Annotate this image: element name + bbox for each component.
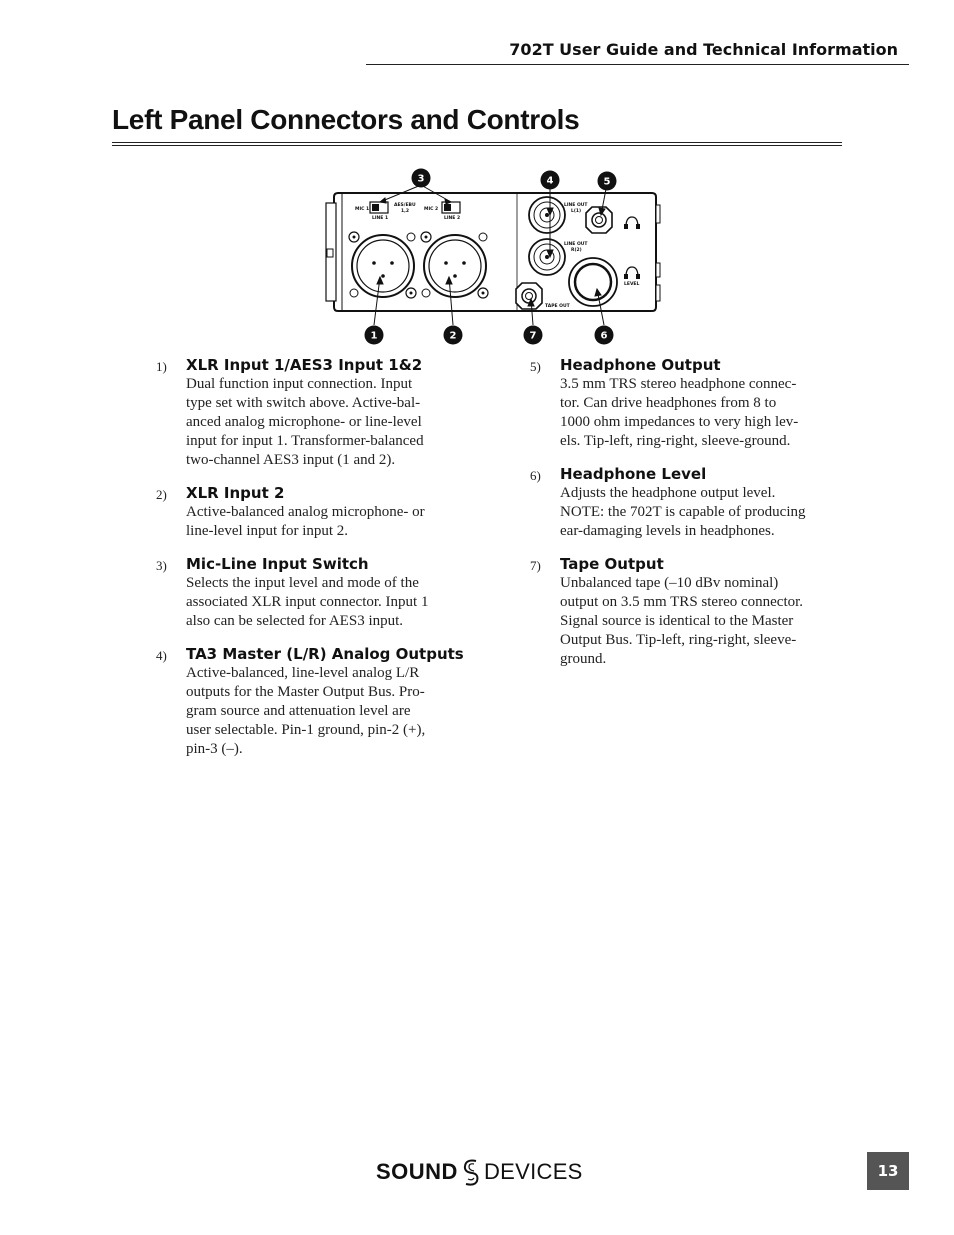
item-number: 1) xyxy=(156,359,167,374)
callout-2 xyxy=(444,326,463,345)
items-right-column xyxy=(522,356,842,683)
label-aes-ebu: AES/EBU xyxy=(394,203,416,208)
item-title: Tape Output xyxy=(560,555,664,573)
label-aes-ch: 1,2 xyxy=(401,209,409,214)
ta3-line-out-right-connector xyxy=(529,239,565,275)
label-line2: LINE 2 xyxy=(444,216,461,221)
left-panel-diagram xyxy=(322,165,662,347)
callout-7 xyxy=(524,326,543,345)
callout-6 xyxy=(595,326,614,345)
headphone-jack xyxy=(586,207,612,233)
label-line-out-l: LINE OUT xyxy=(564,203,588,208)
item-number: 7) xyxy=(530,558,541,573)
svg-text:7: 7 xyxy=(529,330,537,342)
list-item-tape-output xyxy=(522,555,842,669)
svg-text:2: 2 xyxy=(449,330,457,342)
item-title: Headphone Level xyxy=(560,465,707,483)
panel-right-tab-top xyxy=(656,205,660,223)
logo-wordmark-bold: SOUND xyxy=(376,1159,458,1184)
item-number: 3) xyxy=(156,558,167,573)
svg-text:4: 4 xyxy=(546,175,554,187)
header-title: 702T User Guide and Technical Information xyxy=(509,40,898,59)
list-item-xlr-input-1 xyxy=(148,356,466,470)
callout-4 xyxy=(541,171,560,190)
label-mic2: MIC 2 xyxy=(424,207,439,212)
item-title: Mic-Line Input Switch xyxy=(186,555,369,573)
item-body: Unbalanced tape (–10 dBv nominal) output on 3.5 mm TRS stereo connector. Signal source is identical to the Master Output Bus. Tip-left, ring-right, sleeve- ground. xyxy=(560,575,804,667)
item-body: 3.5 mm TRS stereo headphone connec- tor. Can drive headphones from 8 to 1000 ohm impedances to very high lev- els. Tip-left, ring-right, sleeve-ground. xyxy=(560,376,799,449)
panel-right-tab-bot xyxy=(656,285,660,301)
header-rule xyxy=(366,64,909,65)
list-item-headphone-level xyxy=(522,465,842,541)
page-title: Left Panel Connectors and Controls xyxy=(112,104,580,135)
title-rule-bottom xyxy=(112,145,842,146)
label-tape-out: TAPE OUT xyxy=(545,304,570,309)
logo-wordmark-light: DEVICES xyxy=(483,1159,583,1184)
callout-1 xyxy=(365,326,384,345)
panel-left-tab xyxy=(327,249,333,257)
label-mic1: MIC 1 xyxy=(355,207,370,212)
logo-s-swirl-icon xyxy=(460,1157,482,1187)
list-item-ta3-outputs xyxy=(148,645,466,759)
svg-text:6: 6 xyxy=(600,330,608,342)
label-line-out-r-sub: R(2) xyxy=(571,248,582,253)
item-body: Adjusts the headphone output level. NOTE: the 702T is capable of producing ear-damaging levels in headphones. xyxy=(560,485,806,539)
panel-right-tab-mid xyxy=(656,263,660,277)
item-number: 5) xyxy=(530,359,541,374)
list-item-headphone-output xyxy=(522,356,842,451)
item-number: 2) xyxy=(156,487,167,502)
label-line-out-l-sub: L(1) xyxy=(571,209,582,214)
list-item-mic-line-switch xyxy=(148,555,466,631)
callout-5 xyxy=(598,172,617,191)
item-title: XLR Input 1/AES3 Input 1&2 xyxy=(186,356,423,374)
headphone-level-knob xyxy=(569,258,617,306)
title-rule-top xyxy=(112,142,842,143)
svg-text:3: 3 xyxy=(417,173,425,185)
items-left-column xyxy=(148,356,466,773)
item-body: Selects the input level and mode of the associated XLR input connector. Input 1 also can be selected for AES3 input. xyxy=(186,575,429,629)
item-body: Dual function input connection. Input type set with switch above. Active-bal- anced analog microphone- or line-level input for input 1. Transformer-balanced two-channel AES3 input (1 and 2). xyxy=(186,376,424,468)
label-line1: LINE 1 xyxy=(372,216,389,221)
item-body: Active-balanced, line-level analog L/R outputs for the Master Output Bus. Pro- gram source and attenuation level are user selectable. Pin-1 ground, pin-2 (+), pin-3 (–). xyxy=(186,665,426,757)
page-number-badge: 13 xyxy=(867,1152,909,1190)
item-number: 6) xyxy=(530,468,541,483)
svg-text:5: 5 xyxy=(603,176,611,188)
item-title: Headphone Output xyxy=(560,356,721,374)
sound-devices-logo xyxy=(376,1155,596,1189)
item-title: TA3 Master (L/R) Analog Outputs xyxy=(186,645,464,663)
callout-3 xyxy=(412,169,431,188)
list-item-xlr-input-2 xyxy=(148,484,466,541)
ta3-line-out-left-connector xyxy=(529,197,565,233)
item-body: Active-balanced analog microphone- or line-level input for input 2. xyxy=(186,504,425,539)
item-number: 4) xyxy=(156,648,167,663)
label-level: LEVEL xyxy=(624,282,640,287)
svg-text:1: 1 xyxy=(370,330,378,342)
item-title: XLR Input 2 xyxy=(186,484,285,502)
label-line-out-r: LINE OUT xyxy=(564,242,588,247)
